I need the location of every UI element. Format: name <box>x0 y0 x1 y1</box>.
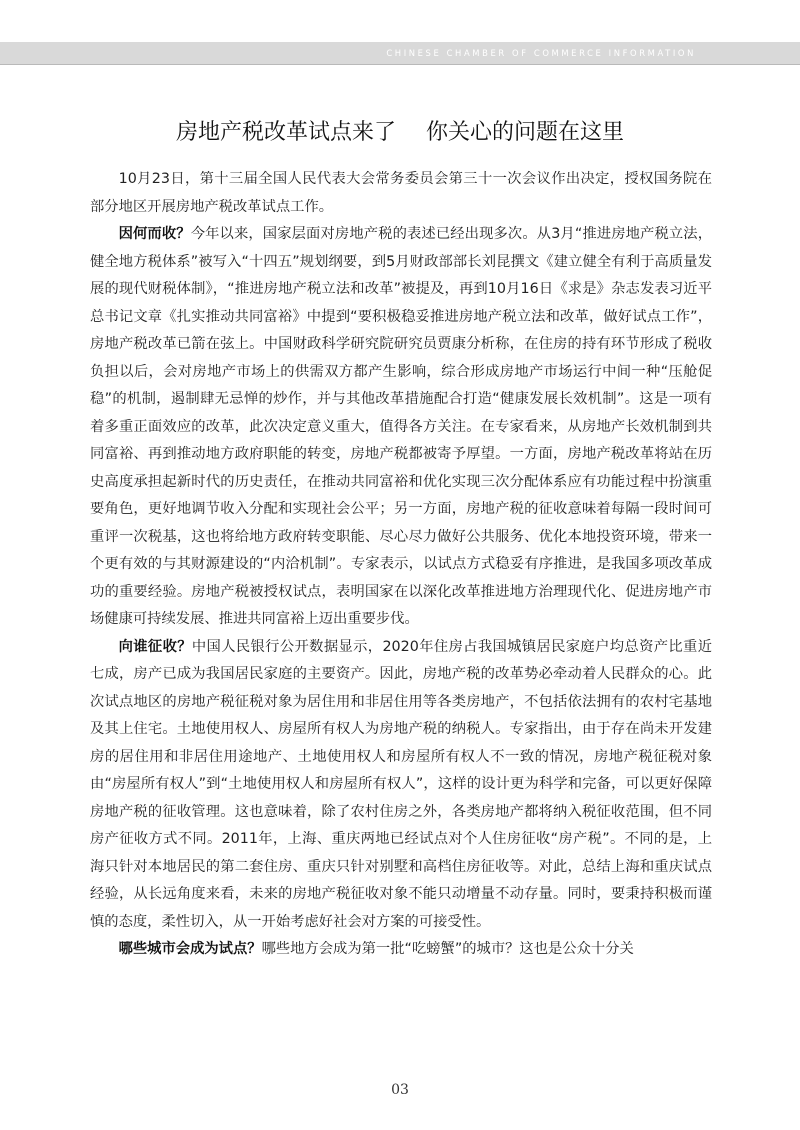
article-title-part-2: 你关心的问题在这里 <box>426 120 625 145</box>
paragraph-lead: 因何而收？ <box>118 226 191 242</box>
page-number: 03 <box>391 1082 409 1098</box>
paragraph-text: 中国人民银行公开数据显示，2020年住房占我国城镇居民家庭户均总资产比重近七成，房产已成为我国居民家庭的主要资产。因此，房地产税的改革势必牵动着人民群众的心。此次试点地区的房地产税征税对象为居住用和非居住用等各类房地产，不包括依法拥有的农村宅基地及其上住宅。土地使用权人、房屋所有权人为房地产税的纳税人。专家指出，由于存在尚未开发建房的居住用和非居住用途地产、土地使用权人和房屋所有权人不一致的情况，房地产税征税对象由“房屋所有权人”到“土地使用权人和房屋所有权人”，这样的设计更为科学和完备，可以更好保障房地产税的征收管理。这也意味着，除了农村住房之外，各类房地产都将纳入税征收范围，但不同房产征收方式不同。2011年，上海、重庆两地已经试点对个人住房征收“房产税”。不同的是，上海只针对本地居民的第二套住房、重庆只针对别墅和高档住房征收等。对此，总结上海和重庆试点经验，从长远角度来看，未来的房地产税征收对象不能只动增量不动存量。同时，要秉持积极而谨慎的态度，柔性切入，从一开始考虑好社会对方案的可接受性。 <box>90 638 712 930</box>
article-body <box>90 166 712 964</box>
paragraph-who-pays <box>90 634 712 937</box>
paragraph-text: 今年以来，国家层面对房地产税的表述已经出现多次。从3月“推进房地产税立法，健全地方税体系”被写入“十四五”规划纲要，到5月财政部部长刘昆撰文《建立健全有利于高质量发展的现代财税体制》，“推进房地产税立法和改革”被提及，再到10月16日《求是》杂志发表习近平总书记文章《扎实推动共同富裕》中提到“要积极稳妥推进房地产税立法和改革，做好试点工作”，房地产税改革已箭在弦上。中国财政科学研究院研究员贾康分析称，在住房的持有环节形成了税收负担以后，会对房地产市场上的供需双方都产生影响，综合形成房地产市场运行中间一种“压舱促稳”的机制，遏制肆无忌惮的炒作，并与其他改革措施配合打造“健康发展长效机制”。这是一项有着多重正面效应的改革，此次决定意义重大，值得各方关注。在专家看来，从房地产长效机制到共同富裕、再到推动地方政府职能的转变，房地产税都被寄予厚望。一方面，房地产税改革将站在历史高度承担起新时代的历史责任，在推动共同富裕和优化实现三次分配体系应有功能过程中扮演重要角色，更好地调节收入分配和实现社会公平；另一方面，房地产税的征收意味着每隔一段时间可重评一次税基，这也将给地方政府转变职能、尽心尽力做好公共服务、优化本地投资环境，带来一个更有效的与其财源建设的“内洽机制”。专家表示，以试点方式稳妥有序推进，是我国多项改革成功的重要经验。房地产税被授权试点，表明国家在以深化改革推进地方治理现代化、促进房地产市场健康可持续发展、推进共同富裕上迈出重要步伐。 <box>90 226 713 627</box>
paragraph-intro <box>90 166 712 221</box>
paragraph-lead: 哪些城市会成为试点？ <box>118 941 262 957</box>
paragraph-why-levy <box>90 221 712 634</box>
paragraph-text: 哪些地方会成为第一批“吃螃蟹”的城市？这也是公众十分关 <box>261 941 634 957</box>
paragraph-text: 10月23日，第十三届全国人民代表大会常务委员会第三十一次会议作出决定，授权国务院在部分地区开展房地产税改革试点工作。 <box>90 171 712 215</box>
publication-banner-text: CHINESE CHAMBER OF COMMERCE INFORMATION <box>386 48 696 58</box>
article-title-part-1: 房地产税改革试点来了 <box>175 120 396 145</box>
paragraph-pilot-cities <box>90 936 712 964</box>
header-band <box>0 42 800 64</box>
article-title <box>0 116 800 150</box>
header-divider <box>0 64 800 65</box>
paragraph-lead: 向谁征收？ <box>118 638 192 655</box>
